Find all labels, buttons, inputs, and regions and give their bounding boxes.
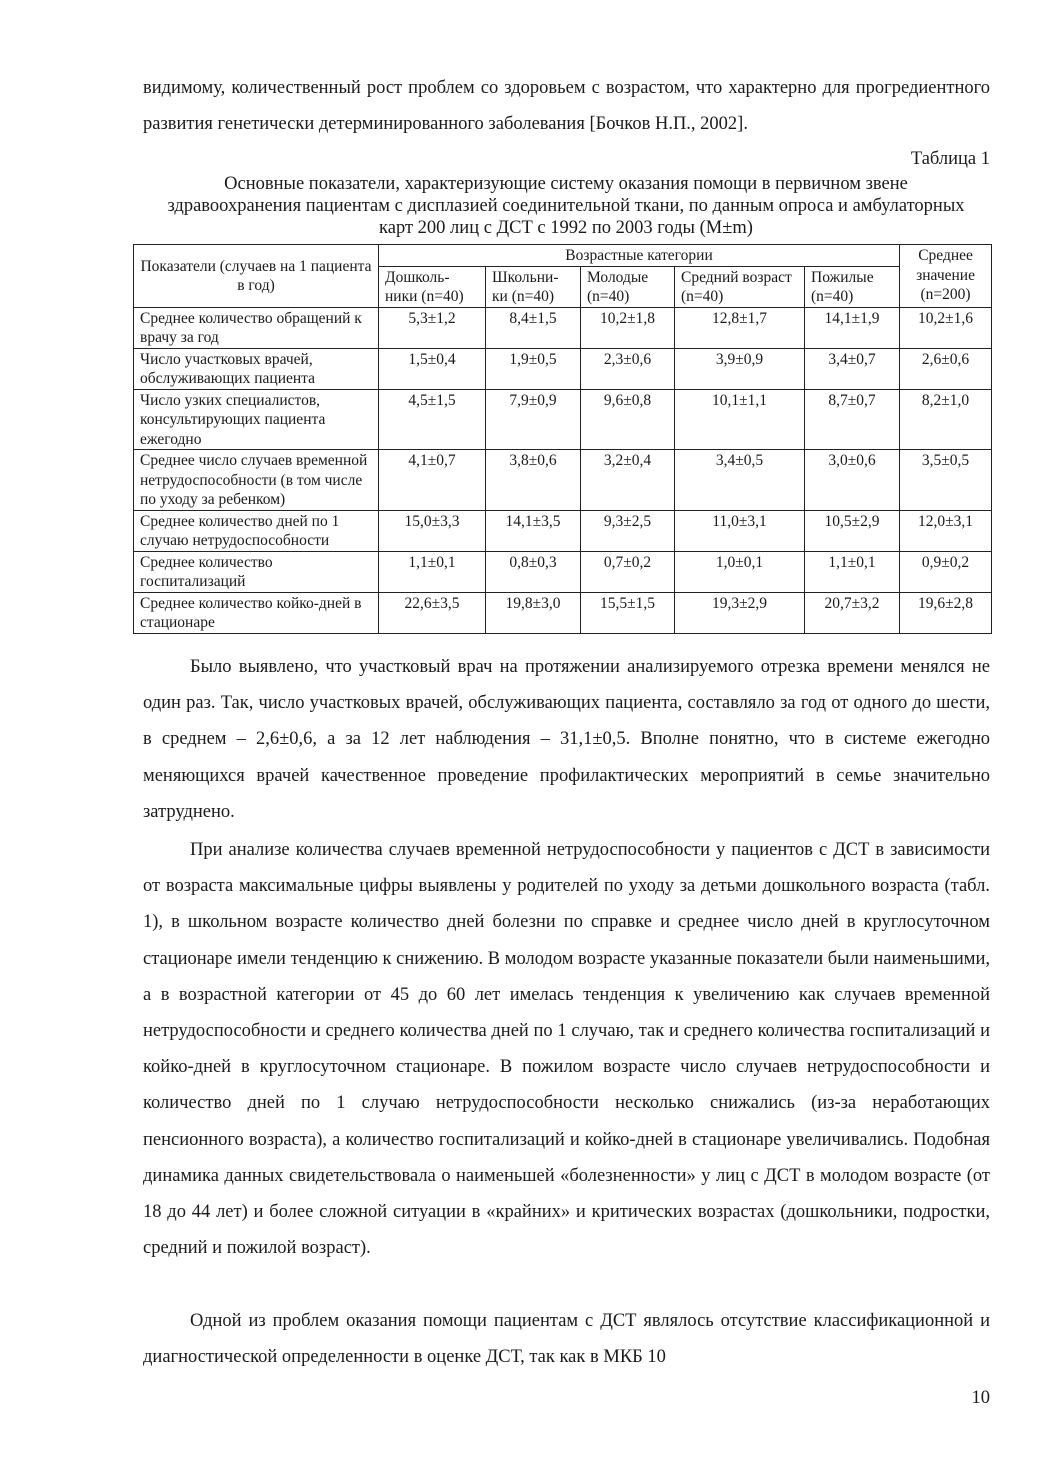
- header-mean: Среднее значение (n=200): [900, 245, 992, 308]
- table-cell: 3,5±0,5: [900, 450, 992, 511]
- table-row: [134, 307, 992, 348]
- header-col-young: Молодые (n=40): [581, 266, 675, 307]
- table-cell: 3,0±0,6: [805, 450, 900, 511]
- table-cell: 2,6±0,6: [900, 348, 992, 389]
- row-label: Среднее количество койко-дней в стационаре: [134, 592, 379, 633]
- table-cell: 0,9±0,2: [900, 551, 992, 592]
- row-label: Число участковых врачей, обслуживающих пациента: [134, 348, 379, 389]
- header-col-preschool: Дошколь-ники (n=40): [379, 266, 486, 307]
- header-age-group: Возрастные категории: [379, 245, 900, 267]
- table-cell: 19,3±2,9: [675, 592, 805, 633]
- row-label: Среднее число случаев временной нетрудоспособности (в том числе по уходу за ребенком): [134, 450, 379, 511]
- paragraph-2: Было выявлено, что участковый врач на протяжении анализируемого отрезка времени менялся не один раз. Так, число участковых врачей, обслуживающих пациента, составляло за год от одного до шести, в среднем – 2,6±0,6, а за 12 лет наблюдения – 31,1±0,5. Вполне понятно, что в системе ежегодно меняющихся врачей качественное проведение профилактических мероприятий в семье значительно затруднено.: [143, 657, 990, 822]
- table-row: [134, 348, 992, 389]
- paragraph-3: При анализе количества случаев временной нетрудоспособности у пациентов с ДСТ в зависимости от возраста максимальные цифры выявлены у родителей по уходу за детьми дошкольного возраста (табл. 1), в школьном возрасте количество дней болезни по справке и среднее число дней в круглосуточном стационаре имели тенденцию к снижению. В молодом возрасте указанные показатели были наименьшими, а в возрастной категории от 45 до 60 лет имелась тенденция к увеличению как случаев временной нетрудоспособности и среднего количества дней по 1 случаю, так и среднего количества госпитализаций и койко-дней в круглосуточном стационаре. В пожилом возрасте число случаев нетрудоспособности и количество дней по 1 случаю нетрудоспособности несколько снижались (из-за неработающих пенсионного возраста), а количество госпитализаций и койко-дней в стационаре увеличивались. Подобная динамика данных свидетельствовала о наименьшей «болезненности» у лиц с ДСТ в молодом возрасте (от 18 до 44 лет) и более сложной ситуации в «крайних» и критических возрастах (дошкольники, подростки, средний и пожилой возраст).: [143, 840, 990, 1259]
- table-number: Таблица 1: [910, 149, 990, 169]
- table-cell: 14,1±3,5: [486, 510, 581, 551]
- header-col-school: Школьни-ки (n=40): [486, 266, 581, 307]
- table-cell: 9,6±0,8: [581, 389, 675, 450]
- table-cell: 15,0±3,3: [379, 510, 486, 551]
- table-cell: 14,1±1,9: [805, 307, 900, 348]
- table-cell: 3,4±0,7: [805, 348, 900, 389]
- table-cell: 4,1±0,7: [379, 450, 486, 511]
- table-cell: 0,7±0,2: [581, 551, 675, 592]
- paragraph-1: видимому, количественный рост проблем со здоровьем с возрастом, что характерно для прогредиентного развития генетически детерминированного заболевания [Бочков Н.П., 2002].: [143, 78, 990, 135]
- header-col-middle: Средний возраст (n=40): [675, 266, 805, 307]
- table-cell: 2,3±0,6: [581, 348, 675, 389]
- table-cell: 3,8±0,6: [486, 450, 581, 511]
- table-cell: 22,6±3,5: [379, 592, 486, 633]
- table-row: [134, 450, 992, 511]
- table-cell: 15,5±1,5: [581, 592, 675, 633]
- table-cell: 10,1±1,1: [675, 389, 805, 450]
- table-cell: 8,4±1,5: [486, 307, 581, 348]
- row-label: Среднее количество обращений к врачу за год: [134, 307, 379, 348]
- header-col-elderly: Пожилые (n=40): [805, 266, 900, 307]
- table-cell: 8,7±0,7: [805, 389, 900, 450]
- table-cell: 1,9±0,5: [486, 348, 581, 389]
- table-cell: 12,0±3,1: [900, 510, 992, 551]
- table-cell: 19,6±2,8: [900, 592, 992, 633]
- table-cell: 1,1±0,1: [805, 551, 900, 592]
- header-param: Показатели (случаев на 1 пациента в год): [134, 245, 379, 308]
- table-cell: 3,4±0,5: [675, 450, 805, 511]
- table-body: [134, 307, 992, 633]
- table-cell: 10,2±1,6: [900, 307, 992, 348]
- table-cell: 7,9±0,9: [486, 389, 581, 450]
- table-cell: 20,7±3,2: [805, 592, 900, 633]
- table-cell: 8,2±1,0: [900, 389, 992, 450]
- table-row: [134, 592, 992, 633]
- table-header: [134, 245, 992, 308]
- table-cell: 5,3±1,2: [379, 307, 486, 348]
- table-cell: 3,2±0,4: [581, 450, 675, 511]
- row-label: Число узких специалистов, консультирующих пациента ежегодно: [134, 389, 379, 450]
- table-cell: 10,2±1,8: [581, 307, 675, 348]
- paragraph-4: Одной из проблем оказания помощи пациентам с ДСТ являлось отсутствие классификационной и диагностической определенности в оценке ДСТ, так как в МКБ 10: [143, 1311, 990, 1368]
- page-number: 10: [971, 1388, 990, 1408]
- table-row: [134, 389, 992, 450]
- table-cell: 1,0±0,1: [675, 551, 805, 592]
- table-cell: 4,5±1,5: [379, 389, 486, 450]
- table-cell: 19,8±3,0: [486, 592, 581, 633]
- table-cell: 12,8±1,7: [675, 307, 805, 348]
- table-cell: 10,5±2,9: [805, 510, 900, 551]
- table-cell: 1,1±0,1: [379, 551, 486, 592]
- table-row: [134, 510, 992, 551]
- table-row: [134, 551, 992, 592]
- row-label: Среднее количество госпитализаций: [134, 551, 379, 592]
- table-caption: Основные показатели, характеризующие систему оказания помощи в первичном звене здравоохранения пациентам с дисплазией соединительной ткани, по данным опроса и амбулаторных карт 200 лиц с ДСТ с 1992 по 2003 годы (M±m): [167, 174, 965, 238]
- table-cell: 3,9±0,9: [675, 348, 805, 389]
- data-table: [133, 244, 992, 634]
- table-cell: 11,0±3,1: [675, 510, 805, 551]
- row-label: Среднее количество дней по 1 случаю нетрудоспособности: [134, 510, 379, 551]
- table-cell: 1,5±0,4: [379, 348, 486, 389]
- table-cell: 9,3±2,5: [581, 510, 675, 551]
- table-cell: 0,8±0,3: [486, 551, 581, 592]
